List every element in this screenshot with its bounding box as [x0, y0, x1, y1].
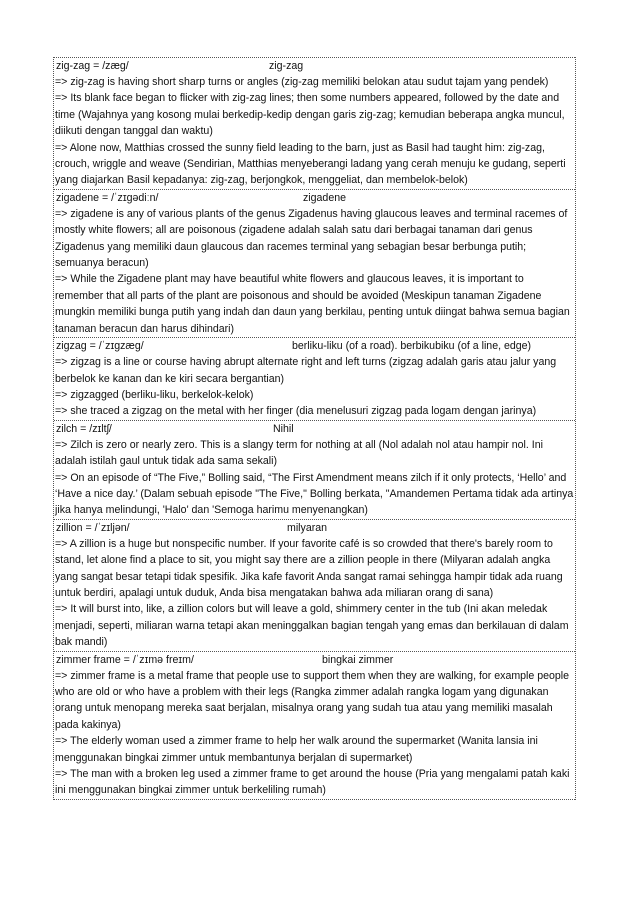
example-line: => she traced a zigzag on the metal with her finger (dia menelusuri zigzag pada logam dengan jarinya): [55, 405, 537, 418]
entry-zigzag: [54, 337, 575, 420]
entry-zillion: [54, 519, 575, 651]
translation: berliku-liku (of a road). berbikubiku (of a line, edge): [292, 340, 532, 353]
entry-header: [55, 190, 574, 206]
definition-line: => zig-zag is having short sharp turns or angles (zig-zag memiliki belokan atau sudut tajam yang pendek): [55, 76, 549, 88]
translation: zigadene: [303, 191, 347, 204]
translation: zig-zag: [269, 60, 304, 72]
term: zillion = /ˈzɪljən/: [56, 521, 130, 534]
definition-line: => Zilch is zero or nearly zero. This is a slangy term for nothing at all (Nol adalah nol atau hampir nol. Ini adalah istilah gaul untuk tidak ada sama sekali): [55, 438, 543, 468]
example-line: => While the Zigadene plant may have beautiful white flowers and glaucous leaves, it is important to remember that all parts of the plant are poisonous and should be avoided (Meskipun tanaman Zigadene mungkin memiliki bunga putih yang indah dan daun yang berkilau, penting untuk diingat bahwa semua bagian tanaman beracun dan harus dihindari): [55, 273, 570, 335]
example-line: => The elderly woman used a zimmer frame to help her walk around the supermarket (Wanita lansia ini menggunakan bingkai zimmer untuk membantunya berjalan di supermarket): [55, 735, 538, 764]
term: zig-zag = /zæg/: [56, 60, 129, 72]
term: zigadene = /ˈzɪɡədiːn/: [56, 191, 159, 204]
translation: milyaran: [287, 521, 328, 534]
example-line: => zigzagged (berliku-liku, berkelok-kelok): [55, 388, 254, 401]
translation: Nihil: [273, 422, 294, 435]
example-line: => It will burst into, like, a zillion colors but will leave a gold, shimmery center in the tub (Ini akan meledak menjadi, seperti, miliaran warna tetapi akan meninggalkan bagian tengah yang emas dan berkilauan di dalam bak mandi): [55, 603, 569, 649]
definition-line: => zimmer frame is a metal frame that people use to support them when they are walking, for example people who are old or who have a problem with their legs (Rangka zimmer adalah rangka logam yang digunakan orang untuk menopang mereka saat berjalan, misalnya orang yang sudah tua atau yang memiliki masalah pada kakinya): [55, 669, 570, 731]
term: zilch = /zɪltʃ/: [56, 422, 112, 435]
definition-line: => zigadene is any of various plants of the genus Zigadenus having glaucous leaves and terminal racemes of mostly white flowers; all are poisonous (zigadene adalah salah satu dari berbagai tanaman dari genus Zigadenus yang memiliki daun glaucous dan racemes terminal yang sebagian besar berbunga putih; semuanya beracun): [55, 207, 568, 270]
entry-zilch: [54, 420, 575, 519]
example-line: => Its blank face began to flicker with zig-zag lines; then some numbers appeared, followed by the date and time (Wajahnya yang kosong mulai berkedip-kedip dengan garis zig-zag; kemudian beberapa angka muncul, diikuti dengan tanggal dan waktu): [55, 92, 565, 138]
entry-header: [55, 338, 574, 354]
entry-header: [55, 520, 574, 536]
term: zigzag = /ˈzɪɡzæɡ/: [56, 340, 144, 353]
example-line: => On an episode of “The Five,” Bolling said, “The First Amendment means zilch if it only protects, ‘Hello’ and ‘Have a nice day.’ (Dalam sebuah episode "The Five," Bolling berkata, "Amandemen Pertama tidak ada artinya jika hanya melindungi, 'Halo' dan 'Semoga harimu menyenangkan): [55, 471, 574, 517]
definition-line: => zigzag is a line or course having abrupt alternate right and left turns (zigzag adalah garis atau jalur yang berbelok ke kanan dan ke kiri secara bergantian): [55, 356, 557, 385]
example-line: => The man with a broken leg used a zimmer frame to get around the house (Pria yang mengalami patah kaki ini menggunakan bingkai zimmer untuk berkeliling rumah): [55, 768, 570, 797]
definition-line: => A zillion is a huge but nonspecific number. If your favorite café is so crowded that there's barely room to stand, let alone find a place to sit, you might say there are a zillion people in there (Milyaran adalah angka yang sangat besar tetapi tidak spesifik. Jika kafe favorit Anda sangat ramai sehingga hampir tidak ada ruang untuk berdiri, apalagi untuk duduk, Anda bisa mengatakan bahwa ada miliaran orang di sana): [55, 537, 563, 599]
entry-zigadene: [54, 189, 575, 337]
entry-header: [55, 58, 574, 74]
entry-header: [55, 421, 574, 437]
translation: bingkai zimmer: [322, 653, 394, 666]
entry-header: [55, 652, 574, 668]
dictionary-page: [53, 57, 576, 800]
example-line: => Alone now, Matthias crossed the sunny field leading to the barn, just as Basil had taught him: zig-zag, crouch, wriggle and weave (Sendirian, Matthias menyeberangi ladang yang cerah menuju ke gudang, seperti yang diajarkan Basil kepadanya: zig-zag, berjongkok, menggeliat, dan membelok-belok): [55, 141, 566, 187]
entry-zig-zag: [54, 57, 575, 189]
term: zimmer frame = /ˈzɪmə freɪm/: [56, 653, 194, 666]
entry-zimmer-frame: [54, 651, 575, 800]
